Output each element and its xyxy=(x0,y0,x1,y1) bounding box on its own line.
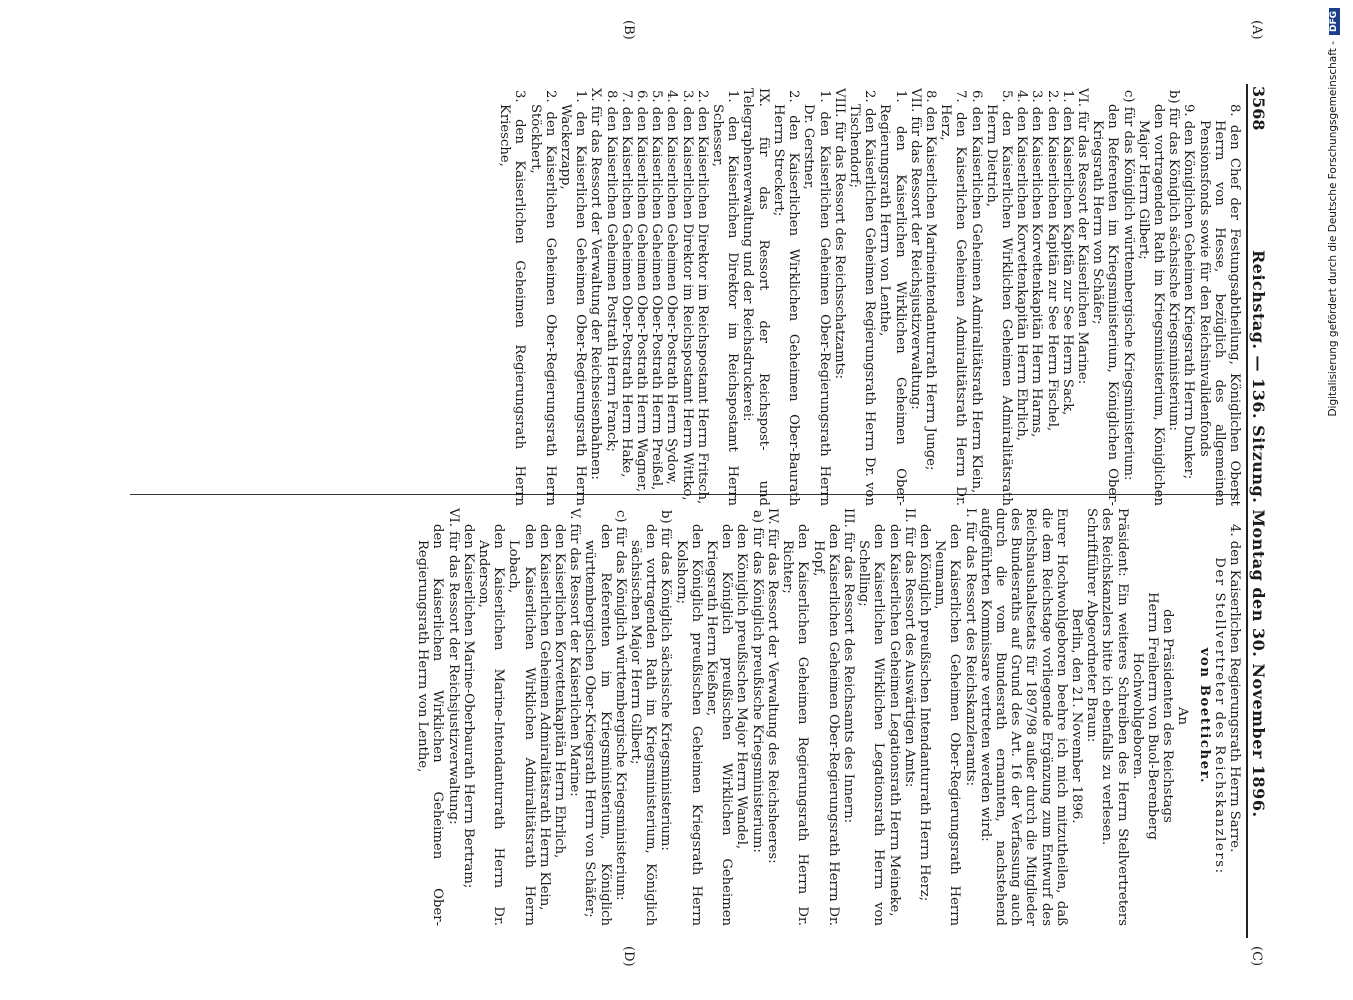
left-column-paragraph: 6. den Kaiserlichen Geheimen Ober-Postrath Herrn Wagner, xyxy=(634,90,650,493)
left-column-paragraph: den Referenten im Kriegsministerium, Königlichen Ober-Kriegsrath Herrn von Schäfer; xyxy=(1090,104,1121,506)
right-column-paragraph: 4. den Kaiserlichen Regierungsrath Herrn Sarre. xyxy=(1227,524,1242,853)
left-column-paragraph: den vortragenden Rath im Kriegsministerium, Königlichen Major Herrn Gilbert; xyxy=(1135,104,1166,506)
left-column-paragraph: VII. für das Ressort der Reichsjustizverwaltung: xyxy=(907,88,923,410)
digitization-sidebar xyxy=(1318,0,1348,1000)
left-column-paragraph: 2. den Kaiserlichen Geheimen Regierungsrath Herrn Dr. von Tischendorf; xyxy=(846,90,878,506)
right-column-paragraph: II. für das Ressort des Auswärtigen Amts: xyxy=(901,508,917,788)
sidebar-credit-text: Digitalisierung gefördert durch die Deutsche Forschungsgemeinschaft - xyxy=(1327,41,1339,417)
left-column-paragraph: b) für das Königlich sächsische Kriegsministerium: xyxy=(1166,90,1182,431)
left-column-paragraph: 2. den Kaiserlichen Wirklichen Geheimen Ober-Baurath Herrn Streckert; xyxy=(770,90,802,506)
margin-mark-a: (A) xyxy=(1249,20,1264,40)
left-column-paragraph: 1. den Kaiserlichen Geheimen Ober-Regierungsrath Herrn Dr. Gerstner, xyxy=(801,90,832,506)
right-column xyxy=(415,506,1242,926)
right-column-paragraph: den Königlich preußischen Wirklichen Geheimen Kriegsrath Herrn Kießner, xyxy=(704,524,735,926)
left-column-paragraph: 1. den Kaiserlichen Direktor im Reichspostamt Herrn Schesser, xyxy=(710,90,741,506)
right-column-paragraph: den Referenten im Kriegsministerium, Königlich württembergischen Ober-Kriegsrath Herrn von Schäfer; xyxy=(582,524,613,926)
left-column-paragraph: 3. den Kaiserlichen Geheimen Regierungsrath Herrn Kriesche, xyxy=(497,90,528,506)
left-column-paragraph: 4. den Kaiserlichen Korvettenkapitän Herrn Ehrlich, xyxy=(1014,90,1030,442)
header-rule xyxy=(1246,84,1248,938)
right-column-paragraph: den Kaiserlichen Wirklichen Admiralitätsrath Herrn Lobach, xyxy=(506,524,537,926)
right-column-paragraph: V. für das Ressort der Kaiserlichen Marine: xyxy=(567,508,583,797)
margin-mark-d: (D) xyxy=(621,946,636,967)
right-column-paragraph: den Kaiserlichen Geheimen Regierungsrath Herrn Dr. Richter; xyxy=(780,524,811,926)
running-title: Reichstag. — 136. Sitzung. Montag den 30. November 1896. xyxy=(1249,250,1268,818)
right-column-paragraph: von Boetticher. xyxy=(1196,647,1212,785)
left-column-paragraph: 1. den Kaiserlichen Wirklichen Geheimen Ober-Regierungsrath Herrn von Lenthe, xyxy=(877,90,908,506)
right-column-paragraph: IV. für das Ressort der Verwaltung des Reichsheeres: xyxy=(764,508,780,864)
left-column-paragraph: 7. den Kaiserlichen Geheimen Admiralitätsrath Herrn Dr. Herz, xyxy=(938,90,969,506)
left-column-paragraph: 6. den Kaiserlichen Geheimen Admiralitätsrath Herrn Klein, xyxy=(968,90,984,494)
left-column-paragraph: IX. für das Ressort der Reichspost- und Telegraphenverwaltung und der Reichsdruckerei: xyxy=(740,88,771,506)
left-column-paragraph: 3. den Kaiserlichen Direktor im Reichspostamt Herrn Wittko, xyxy=(679,90,695,501)
margin-mark-c: (C) xyxy=(1249,946,1264,967)
right-column-paragraph: den Kaiserlichen Geheimen Admiralitätsrath Herrn Klein, xyxy=(536,524,552,911)
left-column-paragraph: 2. den Kaiserlichen Geheimen Ober-Regierungsrath Herrn Stöckhert, xyxy=(527,90,558,506)
right-column-paragraph: den Königlich preußischen Intendanturrath Herrn Herz; xyxy=(916,524,932,902)
right-column-paragraph: b) für das Königlich sächsische Kriegsministerium: xyxy=(658,510,674,851)
right-column-paragraph: Eurer Hochwohlgeboren beehre ich mich mitzutheilen, daß die dem Reichstage vorliegende Ergänzung zum Entwurf des Reichshaushaltsetats für 1897/98 außer durch die Mitglieder des Bundesraths auf Grund des Art. 16 der Verfassung auch durch die vom Bundesrath ernannten, nachstehend aufgeführten Kommissare vertreten werden wird: xyxy=(977,508,1069,926)
left-column-paragraph: X. für das Ressort der Verwaltung der Reichseisenbahnen: xyxy=(588,88,604,480)
left-column-paragraph: VIII. für das Ressort des Reichsschatzamts: xyxy=(831,88,847,380)
left-column-paragraph: 4. den Kaiserlichen Geheimen Ober-Postrath Herrn Sydow, xyxy=(664,90,680,485)
left-column-paragraph: 9. den Königlichen Geheimen Kriegsrath Herrn Dunker; xyxy=(1181,104,1197,480)
dfg-logo: DFG xyxy=(1329,8,1340,35)
right-column-paragraph: den Kaiserlichen Marine-Intendanturrath Herrn Dr. Anderson, xyxy=(476,524,507,926)
left-column-paragraph: 2. den Kaiserlichen Direktor im Reichspostamt Herrn Fritsch, xyxy=(694,90,710,505)
right-column-paragraph: den Kaiserlichen Marine-Oberbaurath Herrn Bertram; xyxy=(460,524,476,889)
sidebar-credit xyxy=(1318,0,1348,990)
left-column-paragraph: 8. den Chef der Festungsabtheilung, Königlichen Oberst Herrn von Hesse, bezüglich des allgemeinen Pensionsfonds sowie für den Reichsinvalidenfonds xyxy=(1196,104,1242,506)
right-column-paragraph: Der Stellvertreter des Reichskanzlers: xyxy=(1211,557,1227,875)
right-column-paragraph: Präsident: Ein weiteres Schreiben des Herrn Stellvertreters des Reichskanzlers bitte ich ebenfalls zu verlesen. xyxy=(1099,508,1130,926)
left-column-paragraph: 5. den Kaiserlichen Wirklichen Geheimen Admiralitätsrath Herrn Dietrich, xyxy=(983,90,1014,506)
right-column-paragraph: den Kaiserlichen Wirklichen Geheimen Ober-Regierungsrath Herrn von Lenthe, xyxy=(415,524,446,926)
left-column-paragraph: 2. den Kaiserlichen Kapitän zur See Herrn Fischel, xyxy=(1044,90,1060,432)
right-column-paragraph: III. für das Ressort des Reichsamts des Innern: xyxy=(840,508,856,824)
right-column-paragraph: a) für das Königlich preußische Kriegsministerium: xyxy=(749,510,765,853)
right-column-paragraph: Hochwohlgeboren. xyxy=(1129,652,1145,780)
left-column-paragraph: 3. den Kaiserlichen Korvettenkapitän Herrn Harms, xyxy=(1029,90,1045,438)
right-column-paragraph: den Kaiserlichen Korvettenkapitän Herrn Ehrlich, xyxy=(552,524,568,859)
right-column-paragraph: I. für das Ressort des Reichskanzleramts: xyxy=(962,508,978,787)
margin-mark-b: (B) xyxy=(621,20,636,40)
left-column-paragraph: 8. den Kaiserlichen Geheimen Postrath Herrn Franck; xyxy=(603,90,619,452)
right-column-paragraph: den Präsidenten des Reichstags xyxy=(1160,609,1176,823)
right-column-paragraph: c) für das Königlich württembergische Kriegsministerium: xyxy=(612,510,628,901)
right-column-paragraph: VI. für das Ressort der Reichsjustizverwaltung: xyxy=(445,508,461,825)
left-column-paragraph: VI. für das Ressort der Kaiserlichen Marine: xyxy=(1074,88,1090,385)
right-column-paragraph: den Königlich preußischen Major Herrn Wandel, xyxy=(734,524,750,850)
right-column-paragraph: den Königlich preußischen Geheimen Kriegsrath Herrn Kolshorn; xyxy=(673,524,704,926)
right-column-paragraph: den Kaiserlichen Geheimen Ober-Regierungsrath Herrn Dr. Hopf, xyxy=(810,524,841,926)
left-column-paragraph: 1. den Kaiserlichen Geheimen Ober-Regierungsrath Herrn Wackerzapp, xyxy=(558,90,589,506)
page-number: 3568 xyxy=(1249,86,1268,131)
right-column-paragraph: Schriftführer Abgeordneter Braun: xyxy=(1084,508,1100,743)
right-column-paragraph: den Kaiserlichen Wirklichen Legationsrath Herrn von Schelling; xyxy=(856,524,887,926)
left-column-paragraph: 5. den Kaiserlichen Geheimen Ober-Postrath Herrn Preißel, xyxy=(649,90,665,491)
left-column xyxy=(497,86,1242,506)
right-column-paragraph: An xyxy=(1175,706,1191,726)
left-column-paragraph: c) für das Königlich württembergische Kriegsministerium: xyxy=(1120,90,1136,481)
right-column-paragraph: Berlin, den 21. November 1896. xyxy=(1068,608,1084,824)
left-column-paragraph: 1. den Kaiserlichen Kapitän zur See Herrn Sack, xyxy=(1059,90,1075,416)
right-column-paragraph: den Kaiserlichen Geheimen Ober-Regierungsrath Herrn Neumann, xyxy=(932,524,963,926)
right-column-paragraph: Herrn Freiherrn von Buol-Berenberg xyxy=(1144,592,1160,840)
left-column-paragraph: 8. den Kaiserlichen Marineintendanturrath Herrn Junge; xyxy=(922,90,938,471)
right-column-paragraph: den Kaiserlichen Geheimen Legationsrath Herrn Meineke, xyxy=(886,524,902,917)
left-column-paragraph: 7. den Kaiserlichen Geheimen Ober-Postrath Herrn Hake, xyxy=(618,90,634,478)
right-column-paragraph: den vortragenden Rath im Kriegsministerium, Königlich sächsischen Major Herrn Gilbert; xyxy=(628,524,659,926)
